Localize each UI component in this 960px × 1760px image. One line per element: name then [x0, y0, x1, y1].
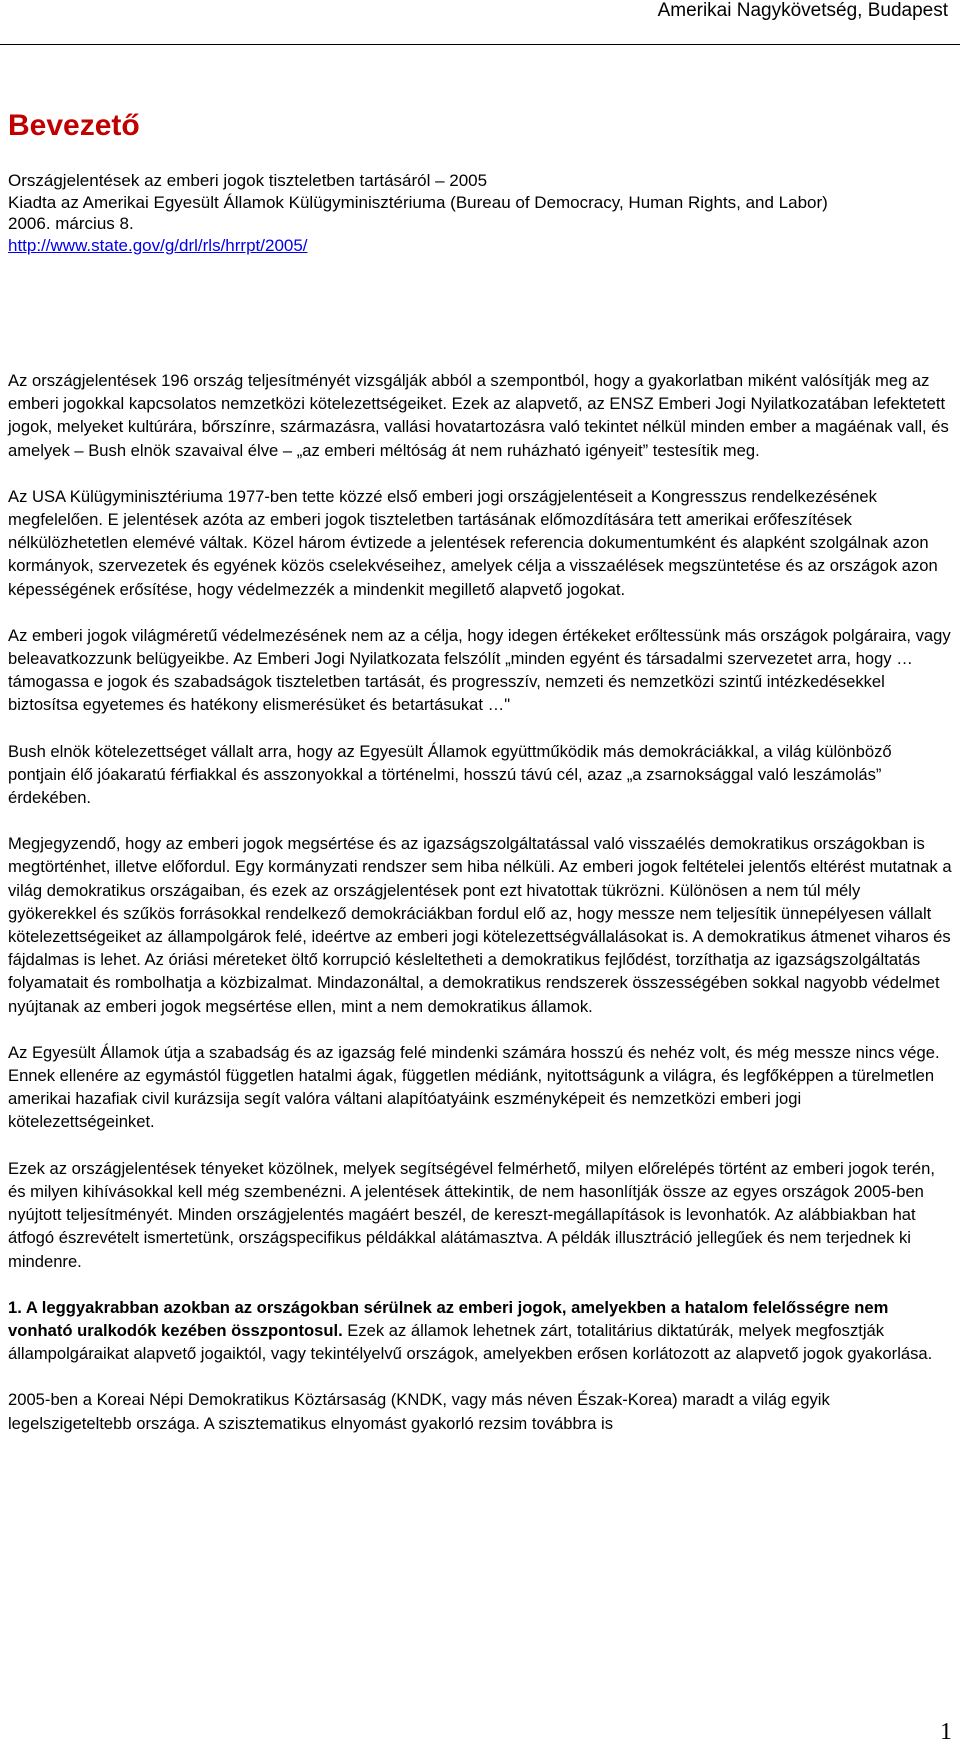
meta-report-title: Országjelentések az emberi jogok tiszteletben tartásáról – 2005	[8, 171, 488, 190]
point-1-heading: 1. A leggyakrabban azokban az országokban sérülnek az emberi jogok, amelyekben a hatalom felelősségre nem vonható uralkodók kezében összpontosul.	[8, 1297, 889, 1340]
page-header	[0, 0, 960, 45]
page-number: 1	[940, 1719, 952, 1745]
paragraph: Az USA Külügyminisztériuma 1977-ben tette közzé első emberi jogi országjelentéseit a Kongresszus rendelkezésének megfelelően. E jelentések azóta az emberi jogok tiszteletben tartásának előmozdítására tett amerikai erőfeszítések nélkülözhetetlen elemévé váltak. Közel három évtizede a jelentések referencia dokumentumként és alapként szolgálnak azon kormányok, szervezetek és egyének közös cselekvéseihez, amelyek célja a visszaélések megszüntetése és az országok azon képességének erősítése, hogy védelmezzék a mindenkit megillető alapvető jogokat.	[8, 486, 938, 599]
meta-publisher: Kiadta az Amerikai Egyesült Államok Külügyminisztériuma (Bureau of Democracy, Human Rights, and Labor)	[8, 192, 828, 212]
source-link[interactable]: http://www.state.gov/g/drl/rls/hrrpt/2005/	[8, 235, 308, 255]
paragraph: Az országjelentések 196 ország teljesítményét vizsgálják abból a szempontból, hogy a gyakorlatban miként valósítják meg az emberi jogokkal kapcsolatos nemzetközi kötelezettségeiket. Ezek az alapvető, az ENSZ Emberi Jogi Nyilatkozatában lefektetett jogok, melyeket kultúrára, bőrszínre, származásra, vallási hovatartozásra való tekintet nélkül minden ember a magáénak vall, és amelyek – Bush elnök szavaival élve – „az emberi méltóság át nem ruházható igényeit” testesítik meg.	[8, 371, 949, 460]
paragraph: Ezek az országjelentések tényeket közölnek, melyek segítségével felmérhető, milyen előrelépés történt az emberi jogok terén, és milyen kihívásokkal kell még szembenézni. A jelentések áttekintik, de nem hasonlítják össze az egyes országok 2005-ben nyújtott teljesítményét. Minden országjelentés magáért beszél, de kereszt-megállapítások is levonhatók. Az alábbiakban hat átfogó észrevételt ismertetünk, országspecifikus példákkal alátámasztva. A példák illusztráció jellegűek és nem terjednek ki mindenre.	[8, 1158, 935, 1271]
paragraph: Megjegyzendő, hogy az emberi jogok megsértése és az igazságszolgáltatással való visszaélés demokratikus országokban is megtörténhet, illetve előfordul. Egy kormányzati rendszer sem hiba nélküli. Az emberi jogok feltételei jelentős eltérést mutatnak a világ demokratikus országaiban, és ezek az országjelentések pont ezt hivatottak tükrözni. Különösen a nem túl mély gyökerekkel és szűkös forrásokkal rendelkező demokráciákban fordul elő az, hogy messze nem teljesítik ünnepélyesen vállalt kötelezettségeiket az állampolgárok felé, ideértve az emberi jogi kötelezettségvállalásokat is. A demokratikus átmenet viharos és fájdalmas is lehet. Az óriási méreteket öltő korrupció késleltetheti a demokratikus fejlődést, torzíthatja az igazságszolgáltatás folyamatait és rombolhatja a közbizalmat. Mindazonáltal, a demokratikus rendszerek összességében sokkal nagyobb védelmet nyújtanak az emberi jogok megsértése ellen, mint a nem demokratikus államok.	[8, 834, 952, 1016]
paragraph: Bush elnök kötelezettséget vállalt arra, hogy az Egyesült Államok együttműködik más demokráciákkal, a világ különböző pontjain élő jóakaratú férfiakkal és asszonyokkal a történelmi, hosszú távú cél, azaz „a zsarnoksággal való leszámolás” érdekében.	[8, 741, 892, 808]
document-meta	[8, 170, 948, 256]
header-title: Amerikai Nagykövetség, Budapest	[657, 0, 948, 21]
document-body	[8, 369, 952, 1458]
meta-date: 2006. március 8.	[8, 214, 134, 233]
point-1-text: Ezek az államok lehetnek zárt, totalitárius diktatúrák, melyek megfosztják állampolgáraikat alapvető jogaiktól, vagy tekintélyelvű országok, amelyekben erősen korlátozott az alapvető jogok gyakorlása.	[8, 1320, 933, 1364]
point-1-paragraph	[8, 1296, 952, 1366]
paragraph: Az emberi jogok világméretű védelmezésének nem az a célja, hogy idegen értékeket erőltessünk más országok polgáraira, vagy beleavatkozzunk belügyeikbe. Az Emberi Jogi Nyilatkozata felszólít „minden egyént és társadalmi szervezetet arra, hogy … támogassa e jogok és szabadságok tiszteletben tartását, és progresszív, nemzeti és nemzetközi szintű intézkedésekkel biztosítsa egyetemes és hatékony elismerésüket és betartásukat …"	[8, 625, 951, 715]
document-title: Bevezető	[8, 109, 140, 142]
paragraph: 2005-ben a Koreai Népi Demokratikus Köztársaság (KNDK, vagy más néven Észak-Korea) maradt a világ egyik legelszigeteltebb országa. A szisztematikus elnyomást gyakorló rezsim továbbra is	[8, 1390, 830, 1433]
paragraph: Az Egyesült Államok útja a szabadság és az igazság felé mindenki számára hosszú és nehéz volt, és még messze nincs vége. Ennek ellenére az egymástól független hatalmi ágak, független médiánk, nyitottságunk a világra, és legfőképpen a türelmetlen amerikai hazafiak civil kurázsija segít valóra váltani alapítóatyáink eszményképeit és nemzetközi emberi jogi kötelezettségeinket.	[8, 1042, 940, 1132]
